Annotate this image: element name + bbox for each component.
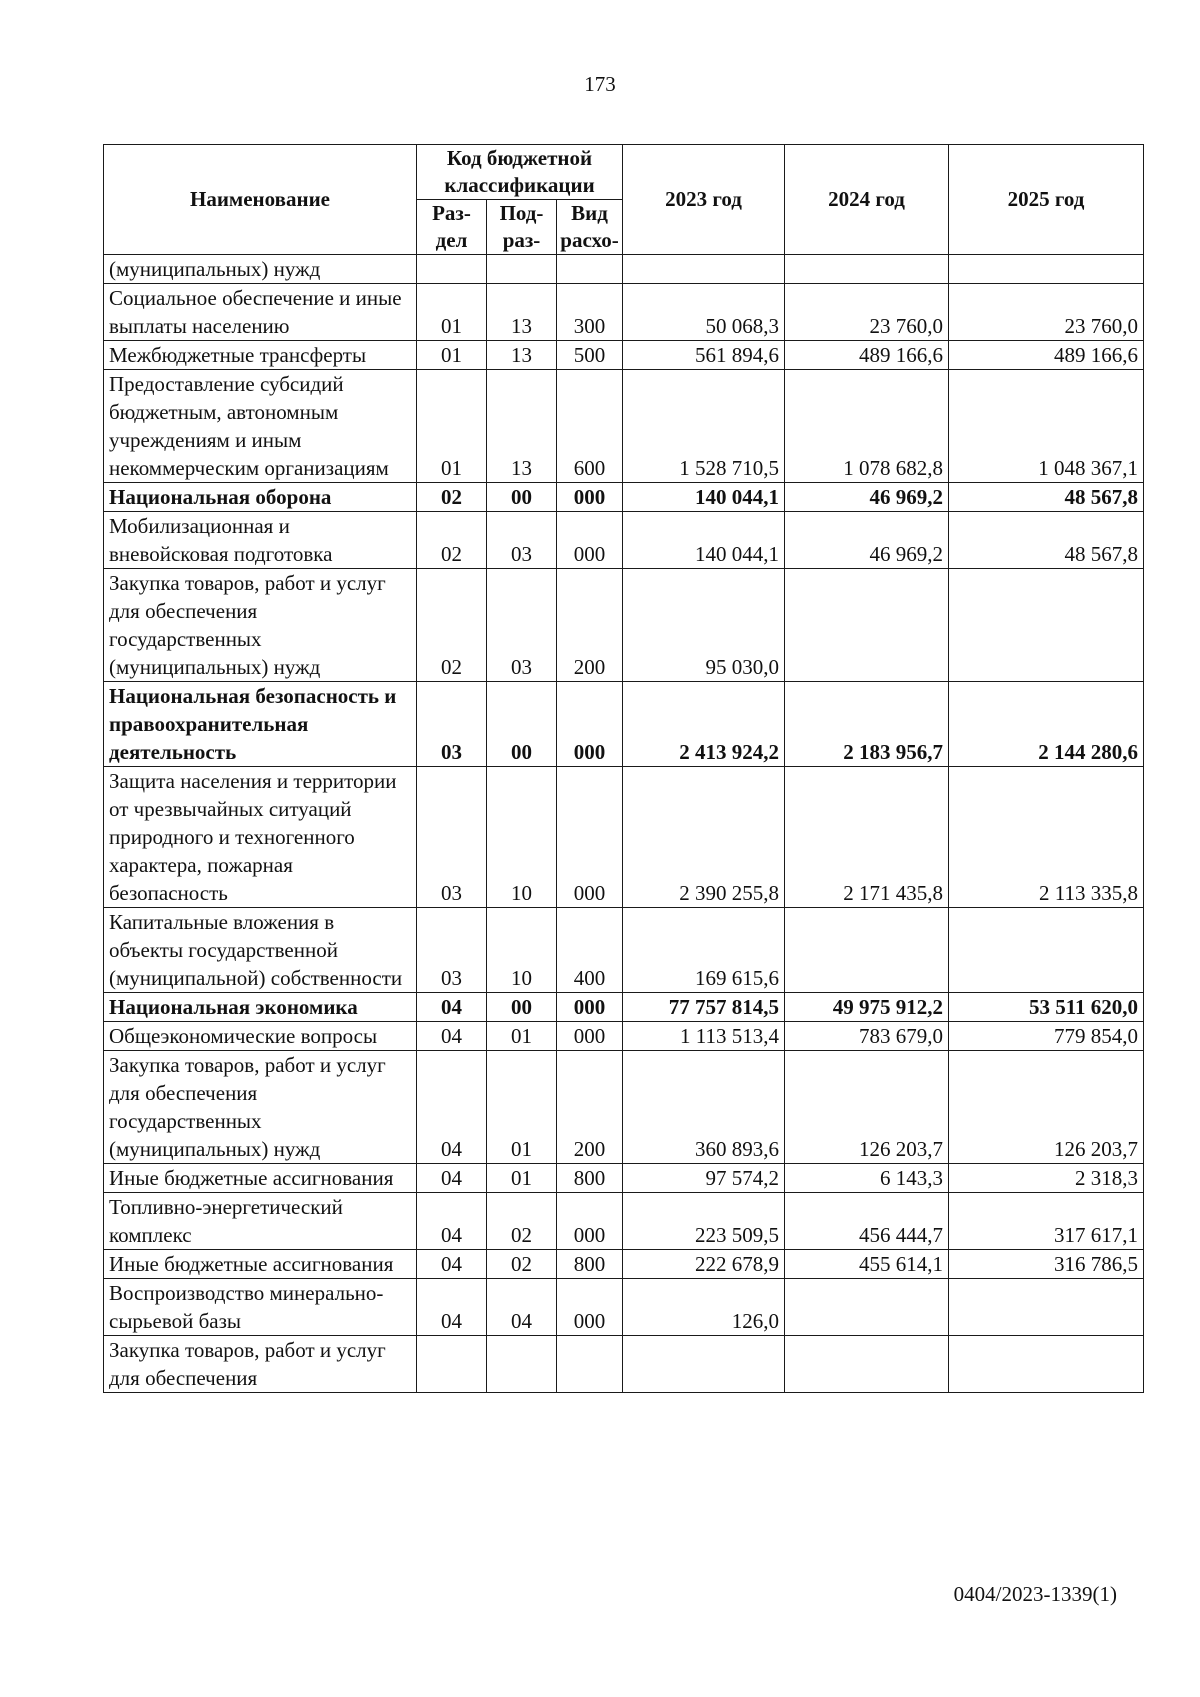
header-razdel: Раз- дел — [417, 200, 487, 255]
row-vid: 800 — [557, 1164, 623, 1193]
table-row — [104, 284, 1144, 341]
row-2023: 561 894,6 — [623, 341, 785, 370]
row-podrazdel: 01 — [487, 1051, 557, 1164]
table-body — [104, 255, 1144, 1393]
row-2023: 77 757 814,5 — [623, 993, 785, 1022]
row-podrazdel: 13 — [487, 341, 557, 370]
row-podrazdel: 00 — [487, 483, 557, 512]
row-podrazdel: 13 — [487, 284, 557, 341]
row-2023: 169 615,6 — [623, 908, 785, 993]
row-name: Закупка товаров, работ и услуг для обеспечения государственных (муниципальных) нужд — [104, 569, 417, 682]
row-2024: 2 171 435,8 — [785, 767, 949, 908]
row-podrazdel: 13 — [487, 370, 557, 483]
row-vid: 000 — [557, 1279, 623, 1336]
row-name: (муниципальных) нужд — [104, 255, 417, 284]
row-vid: 400 — [557, 908, 623, 993]
row-2024: 783 679,0 — [785, 1022, 949, 1051]
row-2023: 223 509,5 — [623, 1193, 785, 1250]
row-razdel — [417, 255, 487, 284]
table-row — [104, 1193, 1144, 1250]
row-podrazdel: 02 — [487, 1250, 557, 1279]
row-vid: 000 — [557, 682, 623, 767]
row-podrazdel: 10 — [487, 908, 557, 993]
header-name: Наименование — [104, 145, 417, 255]
row-2024 — [785, 1336, 949, 1393]
row-2023: 97 574,2 — [623, 1164, 785, 1193]
row-podrazdel: 03 — [487, 569, 557, 682]
row-razdel: 04 — [417, 1193, 487, 1250]
table-row-section — [104, 483, 1144, 512]
row-razdel: 03 — [417, 767, 487, 908]
row-2025 — [949, 1336, 1144, 1393]
row-2023: 140 044,1 — [623, 483, 785, 512]
row-podrazdel: 10 — [487, 767, 557, 908]
row-vid: 200 — [557, 569, 623, 682]
row-2023: 95 030,0 — [623, 569, 785, 682]
row-2024: 46 969,2 — [785, 483, 949, 512]
row-2023: 50 068,3 — [623, 284, 785, 341]
row-name: Общеэкономические вопросы — [104, 1022, 417, 1051]
row-name: Воспроизводство минерально-сырьевой базы — [104, 1279, 417, 1336]
row-vid: 000 — [557, 767, 623, 908]
row-2024: 1 078 682,8 — [785, 370, 949, 483]
header-vid: Вид расхо- — [557, 200, 623, 255]
row-podrazdel: 03 — [487, 512, 557, 569]
row-podrazdel: 01 — [487, 1022, 557, 1051]
row-podrazdel: 00 — [487, 993, 557, 1022]
header-2025: 2025 год — [949, 145, 1144, 255]
row-name: Защита населения и территории от чрезвычайных ситуаций природного и техногенного характера, пожарная безопасность — [104, 767, 417, 908]
row-vid: 000 — [557, 512, 623, 569]
row-name: Закупка товаров, работ и услуг для обеспечения государственных (муниципальных) нужд — [104, 1051, 417, 1164]
row-podrazdel: 02 — [487, 1193, 557, 1250]
row-2025: 23 760,0 — [949, 284, 1144, 341]
row-podrazdel — [487, 255, 557, 284]
row-podrazdel — [487, 1336, 557, 1393]
table-row — [104, 512, 1144, 569]
row-vid — [557, 1336, 623, 1393]
row-vid: 000 — [557, 993, 623, 1022]
row-2025 — [949, 1279, 1144, 1336]
row-2024: 456 444,7 — [785, 1193, 949, 1250]
table-row — [104, 1336, 1144, 1393]
row-2025 — [949, 255, 1144, 284]
row-razdel: 02 — [417, 569, 487, 682]
row-razdel: 03 — [417, 682, 487, 767]
table-row — [104, 767, 1144, 908]
row-2023 — [623, 255, 785, 284]
row-2025 — [949, 908, 1144, 993]
row-name: Иные бюджетные ассигнования — [104, 1164, 417, 1193]
row-2024: 489 166,6 — [785, 341, 949, 370]
header-2024: 2024 год — [785, 145, 949, 255]
row-2024: 6 143,3 — [785, 1164, 949, 1193]
row-razdel — [417, 1336, 487, 1393]
row-2025: 2 318,3 — [949, 1164, 1144, 1193]
header-2023: 2023 год — [623, 145, 785, 255]
row-vid: 000 — [557, 1193, 623, 1250]
row-2025: 126 203,7 — [949, 1051, 1144, 1164]
row-razdel: 01 — [417, 370, 487, 483]
row-2025: 317 617,1 — [949, 1193, 1144, 1250]
row-2023: 360 893,6 — [623, 1051, 785, 1164]
row-2025: 53 511 620,0 — [949, 993, 1144, 1022]
table-row-section — [104, 682, 1144, 767]
row-razdel: 01 — [417, 341, 487, 370]
row-2023: 140 044,1 — [623, 512, 785, 569]
row-vid: 200 — [557, 1051, 623, 1164]
row-vid: 000 — [557, 1022, 623, 1051]
row-vid: 300 — [557, 284, 623, 341]
row-2023: 1 528 710,5 — [623, 370, 785, 483]
row-vid: 600 — [557, 370, 623, 483]
row-razdel: 04 — [417, 1022, 487, 1051]
row-vid: 000 — [557, 483, 623, 512]
row-razdel: 04 — [417, 1051, 487, 1164]
row-name: Топливно-энергетический комплекс — [104, 1193, 417, 1250]
table-row — [104, 1279, 1144, 1336]
row-2025 — [949, 569, 1144, 682]
row-razdel: 02 — [417, 512, 487, 569]
row-2023: 2 413 924,2 — [623, 682, 785, 767]
table-row — [104, 1164, 1144, 1193]
table-row — [104, 370, 1144, 483]
row-2025: 779 854,0 — [949, 1022, 1144, 1051]
table-row-section — [104, 993, 1144, 1022]
row-2025: 1 048 367,1 — [949, 370, 1144, 483]
table-row — [104, 569, 1144, 682]
row-2024 — [785, 1279, 949, 1336]
row-2024: 2 183 956,7 — [785, 682, 949, 767]
table-row — [104, 1250, 1144, 1279]
row-2024: 23 760,0 — [785, 284, 949, 341]
row-name: Национальная экономика — [104, 993, 417, 1022]
row-2024: 49 975 912,2 — [785, 993, 949, 1022]
row-razdel: 03 — [417, 908, 487, 993]
header-code-group: Код бюджетной классификации — [417, 145, 623, 200]
row-podrazdel: 00 — [487, 682, 557, 767]
row-razdel: 04 — [417, 1164, 487, 1193]
page-number: 173 — [584, 72, 616, 96]
budget-table — [103, 144, 1144, 1393]
row-name: Национальная оборона — [104, 483, 417, 512]
row-2024: 455 614,1 — [785, 1250, 949, 1279]
row-razdel: 04 — [417, 1279, 487, 1336]
row-podrazdel: 01 — [487, 1164, 557, 1193]
row-2025: 48 567,8 — [949, 512, 1144, 569]
row-vid: 800 — [557, 1250, 623, 1279]
row-2025: 316 786,5 — [949, 1250, 1144, 1279]
row-razdel: 01 — [417, 284, 487, 341]
row-vid: 500 — [557, 341, 623, 370]
row-2024: 126 203,7 — [785, 1051, 949, 1164]
row-2024: 46 969,2 — [785, 512, 949, 569]
table-row — [104, 341, 1144, 370]
row-podrazdel: 04 — [487, 1279, 557, 1336]
table-row — [104, 1022, 1144, 1051]
row-name: Национальная безопасность и правоохранительная деятельность — [104, 682, 417, 767]
row-2025: 489 166,6 — [949, 341, 1144, 370]
row-vid — [557, 255, 623, 284]
row-razdel: 04 — [417, 993, 487, 1022]
row-2025: 48 567,8 — [949, 483, 1144, 512]
row-name: Мобилизационная и вневойсковая подготовка — [104, 512, 417, 569]
header-podrazdel: Под- раз- — [487, 200, 557, 255]
row-2023 — [623, 1336, 785, 1393]
row-name: Социальное обеспечение и иные выплаты населению — [104, 284, 417, 341]
row-2024 — [785, 569, 949, 682]
row-2023: 1 113 513,4 — [623, 1022, 785, 1051]
row-name: Капитальные вложения в объекты государственной (муниципальной) собственности — [104, 908, 417, 993]
row-name: Предоставление субсидий бюджетным, автономным учреждениям и иным некоммерческим организациям — [104, 370, 417, 483]
row-name: Иные бюджетные ассигнования — [104, 1250, 417, 1279]
table-row — [104, 908, 1144, 993]
row-2023: 222 678,9 — [623, 1250, 785, 1279]
row-2023: 2 390 255,8 — [623, 767, 785, 908]
row-2023: 126,0 — [623, 1279, 785, 1336]
row-name: Закупка товаров, работ и услуг для обеспечения — [104, 1336, 417, 1393]
table-row — [104, 255, 1144, 284]
row-razdel: 02 — [417, 483, 487, 512]
table-row — [104, 1051, 1144, 1164]
row-name: Межбюджетные трансферты — [104, 341, 417, 370]
row-2024 — [785, 908, 949, 993]
row-razdel: 04 — [417, 1250, 487, 1279]
row-2025: 2 144 280,6 — [949, 682, 1144, 767]
row-2025: 2 113 335,8 — [949, 767, 1144, 908]
document-id: 0404/2023-1339(1) — [953, 1582, 1117, 1606]
row-2024 — [785, 255, 949, 284]
